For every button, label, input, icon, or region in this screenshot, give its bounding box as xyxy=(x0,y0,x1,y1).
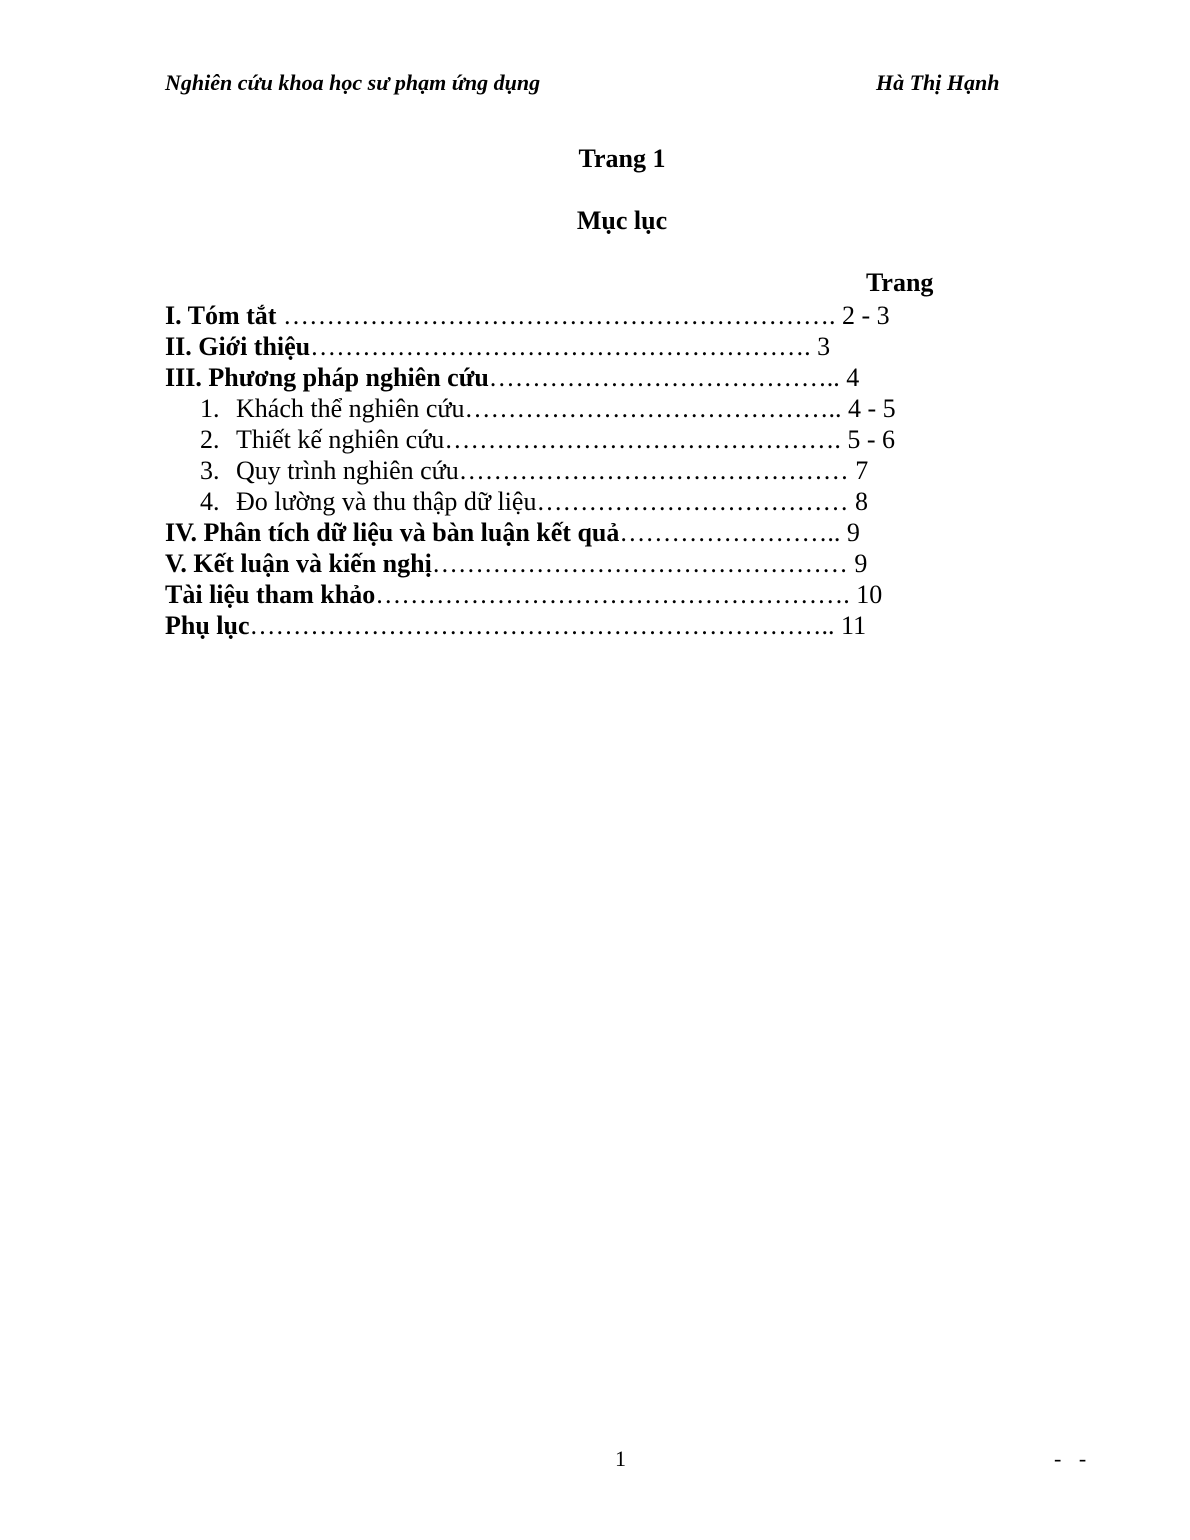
toc-entry-label: Quy trình nghiên cứu xyxy=(236,456,459,485)
toc-entry-ket-luan xyxy=(165,548,867,579)
toc-entry-phuong-phap xyxy=(165,362,859,393)
toc-entry-tai-lieu xyxy=(165,579,882,610)
toc-leader: ………………………………………………………….. xyxy=(249,611,842,640)
toc-leader: ……………………………………… xyxy=(458,456,856,485)
toc-leader: ……………………………… xyxy=(536,487,855,516)
toc-entry-gioi-thieu xyxy=(165,331,830,362)
toc-page: 10 xyxy=(856,580,883,609)
toc-subentry-number: 4. xyxy=(200,487,220,516)
toc-entry-label: I. Tóm tắt xyxy=(165,301,277,330)
toc-subentry-do-luong xyxy=(200,486,868,517)
toc-page: 9 xyxy=(854,549,868,578)
toc-entry-phu-luc xyxy=(165,610,866,641)
toc-page: 7 xyxy=(855,456,869,485)
toc-subentry-number: 3. xyxy=(200,456,220,485)
footer-corner-mark: - - xyxy=(1054,1446,1093,1471)
toc-page: 4 xyxy=(839,363,860,392)
toc-entry-label: Khách thể nghiên cứu xyxy=(236,394,465,423)
toc-page: 8 xyxy=(854,487,868,516)
toc-entry-label: Tài liệu tham khảo xyxy=(165,580,376,609)
toc-page-column-header: Trang xyxy=(866,268,934,297)
running-header-author: Hà Thị Hạnh xyxy=(876,70,1000,95)
toc-entry-phan-tich xyxy=(165,517,860,548)
toc-leader: ………………………………………. xyxy=(444,425,848,454)
toc-entry-label: Đo lường và thu thập dữ liệu xyxy=(236,487,537,516)
toc-subentry-number: 1. xyxy=(200,394,220,423)
running-header-title: Nghiên cứu khoa học sư phạm ứng dụng xyxy=(165,70,541,95)
toc-subentry-thiet-ke xyxy=(200,424,895,455)
toc-page: 11 xyxy=(841,611,867,640)
toc-subentry-quy-trinh xyxy=(200,455,868,486)
toc-subentry-khach-the xyxy=(200,393,896,424)
page-number: 1 xyxy=(615,1446,626,1471)
toc-leader: …………………….. xyxy=(619,518,841,547)
toc-leader: ………………………………………… xyxy=(431,549,855,578)
toc-entry-label: III. Phương pháp nghiên cứu xyxy=(165,363,489,392)
toc-leader: ………………………………………………. xyxy=(375,580,857,609)
toc-entry-label: V. Kết luận và kiến nghị xyxy=(165,549,432,578)
toc-page: 4 - 5 xyxy=(841,394,896,423)
toc-page: 5 - 6 xyxy=(847,425,895,454)
toc-leader: ………………………………….. xyxy=(488,363,840,392)
page-label: Trang 1 xyxy=(578,144,666,173)
toc-entry-tom-tat xyxy=(165,300,890,331)
toc-page: 3 xyxy=(817,332,831,361)
toc-entry-label: II. Giới thiệu xyxy=(165,332,311,361)
toc-leader: …………………………………………………. xyxy=(310,332,818,361)
toc-leader: ………………………………………………………. xyxy=(276,301,842,330)
toc-entry-label: IV. Phân tích dữ liệu và bàn luận kết quả xyxy=(165,518,620,547)
toc-page: 9 xyxy=(840,518,860,547)
toc-leader: …………………………………….. xyxy=(464,394,842,423)
toc-subentry-number: 2. xyxy=(200,425,220,454)
toc-entry-label: Phụ lục xyxy=(165,611,250,640)
toc-entry-label: Thiết kế nghiên cứu xyxy=(236,425,445,454)
toc-title: Mục lục xyxy=(576,206,668,235)
toc-page: 2 - 3 xyxy=(841,301,890,330)
